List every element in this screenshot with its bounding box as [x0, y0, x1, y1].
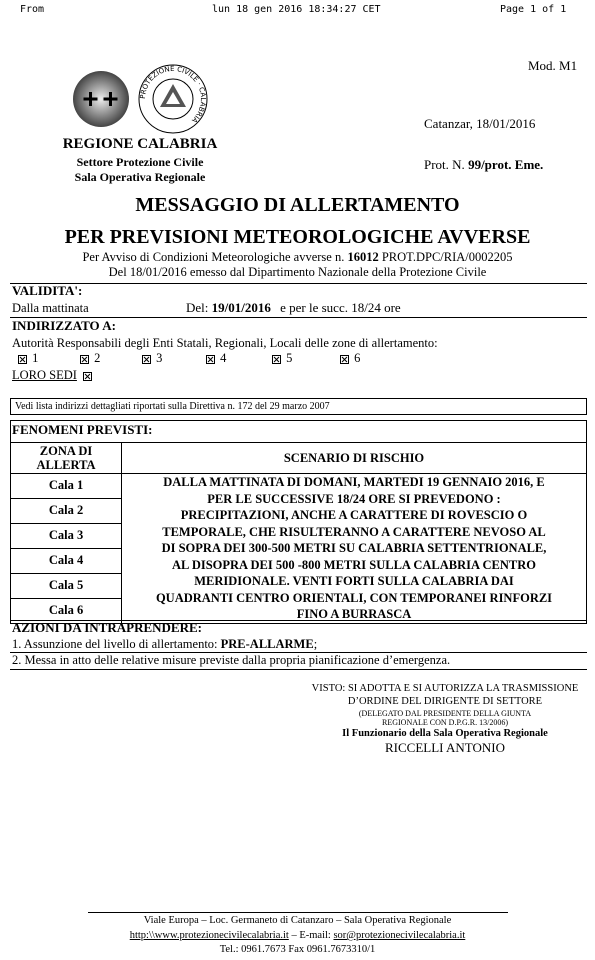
fax-page: Page 1 of 1 [500, 4, 567, 15]
zone-checkbox-4[interactable]: 4 [206, 351, 226, 366]
col-header-zona: ZONA DI ALLERTA [11, 443, 122, 474]
zone-checkbox-5[interactable]: 5 [272, 351, 292, 366]
zone-cell: Cala 2 [11, 498, 122, 523]
zone-cell: Cala 6 [11, 598, 122, 623]
fax-datetime: lun 18 gen 2016 18:34:27 CET [212, 4, 381, 15]
validita-from: Dalla mattinata [12, 301, 89, 315]
sala-label: Sala Operativa Regionale [74, 170, 206, 184]
checked-box-icon [18, 355, 27, 364]
indirizzato-label: INDIRIZZATO A: [12, 318, 116, 333]
footer-phone: Tel.: 0961.7673 Fax 0961.7673310/1 [219, 944, 376, 955]
col-header-scenario: SCENARIO DI RISCHIO [122, 443, 587, 474]
zone-checkbox-6[interactable]: 6 [340, 351, 360, 366]
allert-level: PRE-ALLARME [220, 637, 314, 651]
direttiva-note: Vedi lista indirizzi dettagliati riportati sulla Direttiva n. 172 del 29 marzo 2007 [10, 398, 587, 415]
validita-date [186, 300, 401, 316]
azioni-item-1: 1. Assunzione del livello di allertamento: PRE-ALLARME; [12, 637, 318, 651]
avviso-code: PROT.DPC/RIA/0002205 [381, 250, 513, 264]
place-date: Catanzar, 18/01/2016 [424, 116, 536, 131]
protocol-prefix: Prot. N. [424, 157, 465, 172]
zone-cell: Cala 5 [11, 573, 122, 598]
funzionario-name: RICCELLI ANTONIO [384, 740, 505, 755]
footer-email-link[interactable]: sor@protezionecivilecalabria.it [333, 930, 466, 941]
azioni-item-2: 2. Messa in atto delle relative misure previste dalla propria pianificazione d’emergenza. [12, 653, 451, 667]
visto-line4: REGIONALE CON D.P.G.R. 13/2006) [382, 718, 508, 727]
footer-contacts: http:\\www.protezionecivilecalabria.it – E-mail: sor@protezionecivilecalabria.it [129, 930, 466, 941]
scenario-text: DALLA MATTINATA DI DOMANI, MARTEDI 19 GENNAIO 2016, E PER LE SUCCESSIVE 18/24 ORE SI PREVEDONO : PRECIPITAZIONI, ANCHE A CARATTERE DI ROVESCIO O TEMPORALE, CHE RISULTERANNO A CARATTERE NEVOSO AL DI SOPRA DEI 300-500 METRI SU CALABRIA SETTENTRIONALE, AL DISOPRA DEI 500 -800 METRI SULLA CALABRIA CENTRO MERIDIONALE. VENTI FORTI SULLA CALABRIA DAI QUADRANTI CENTRO ORIENTALI, CON TEMPORANEI RINFORZI FINO A BURRASCA [122, 474, 587, 624]
azioni-label: AZIONI DA INTRAPRENDERE: [12, 620, 202, 635]
fax-from: From [20, 4, 45, 15]
checked-box-icon[interactable] [83, 372, 92, 381]
title-line1: MESSAGGIO DI ALLERTAMENTO [135, 194, 460, 216]
divider [10, 669, 587, 670]
loro-sedi [12, 368, 94, 383]
settore-label: Settore Protezione Civile [76, 155, 204, 169]
zone-checkbox-1[interactable]: 1 [18, 351, 38, 366]
visto-line3: (DELEGATO DAL PRESIDENTE DELLA GIUNTA [358, 709, 532, 718]
avviso-line1 [0, 250, 595, 265]
title-line2: PER PREVISIONI METEOROLOGICHE AVVERSE [64, 226, 531, 248]
footer-divider [88, 912, 508, 913]
divider [10, 283, 587, 284]
regione-crest-logo [72, 70, 130, 128]
zone-checkbox-3[interactable]: 3 [142, 351, 162, 366]
indirizzato-text: Autorità Responsabili degli Enti Statali, Regionali, Locali delle zone di allertamento: [12, 336, 438, 350]
zone-checkbox-2[interactable]: 2 [80, 351, 100, 366]
zone-cell: Cala 4 [11, 548, 122, 573]
visto-line1: VISTO: SI ADOTTA E SI AUTORIZZA LA TRASMISSIONE [311, 683, 579, 694]
org-title: REGIONE CALABRIA [62, 136, 218, 152]
validita-suffix: e per le succ. 18/24 ore [280, 300, 401, 315]
checked-box-icon [340, 355, 349, 364]
validita-del-label: Del: [186, 300, 209, 315]
zone-cell: Cala 3 [11, 523, 122, 548]
visto-line2: D’ORDINE DEL DIRIGENTE DI SETTORE [347, 696, 543, 707]
zone-cell: Cala 1 [11, 474, 122, 499]
protocol-number [424, 157, 543, 173]
loro-sedi-label: LORO SEDI [12, 368, 77, 382]
checked-box-icon [206, 355, 215, 364]
fenomeni-table [10, 442, 587, 624]
footer-website-link[interactable]: http:\\www.protezionecivilecalabria.it [129, 930, 289, 941]
footer-address: Viale Europa – Loc. Germaneto di Catanzaro – Sala Operativa Regionale [143, 915, 452, 926]
fenomeni-label: FENOMENI PREVISTI: [12, 422, 153, 437]
protezione-civile-logo [136, 62, 210, 136]
checked-box-icon [80, 355, 89, 364]
checked-box-icon [142, 355, 151, 364]
funzionario-label: Il Funzionario della Sala Operativa Regionale [342, 728, 548, 739]
protocol-value: 99/prot. Eme. [468, 157, 544, 172]
validita-label: VALIDITA': [12, 283, 83, 298]
logo-ring-text: PROTEZIONE CIVILE · CALABRIA [138, 64, 208, 125]
mod-label: Mod. M1 [528, 58, 578, 73]
checked-box-icon [272, 355, 281, 364]
avviso-line2: Del 18/01/2016 emesso dal Dipartimento Nazionale della Protezione Civile [108, 265, 487, 279]
avviso-number: 16012 [347, 250, 379, 264]
avviso-prefix: Per Avviso di Condizioni Meteorologiche avverse n. [82, 250, 345, 264]
validita-del-date: 19/01/2016 [211, 300, 271, 315]
